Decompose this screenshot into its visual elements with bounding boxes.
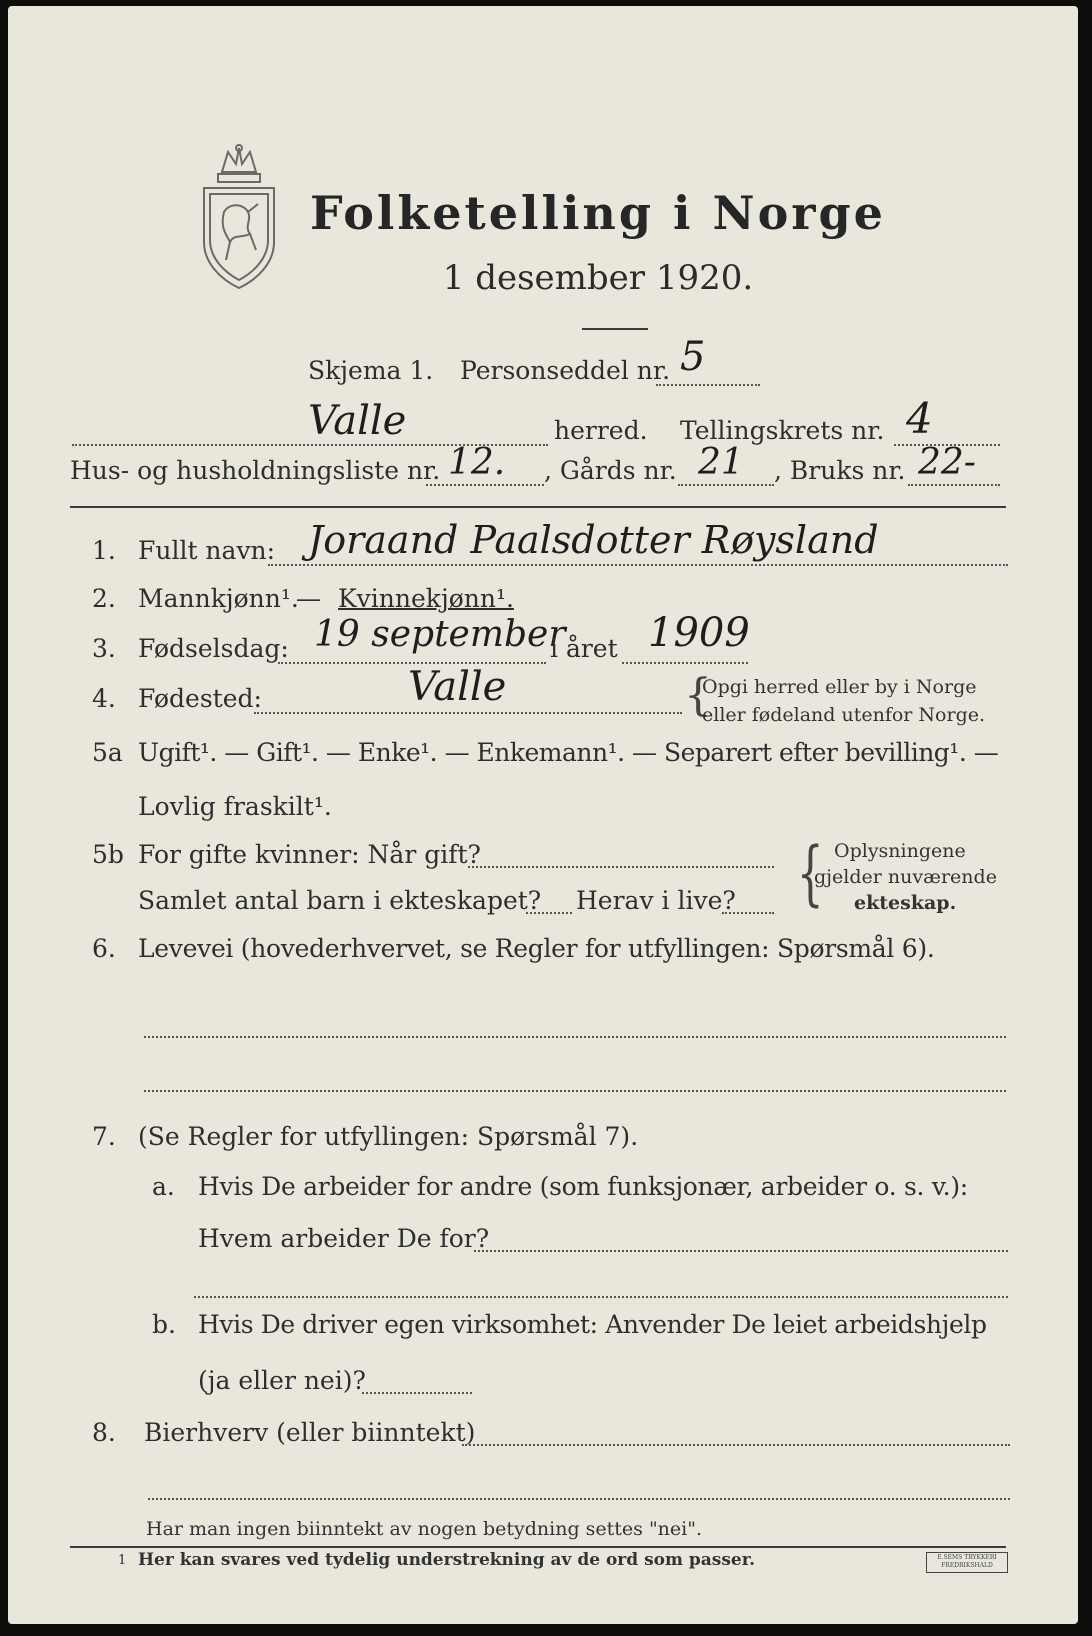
gards-label: , Gårds nr.: [544, 456, 677, 485]
liste-value: 12.: [448, 442, 506, 483]
occupation-field-2[interactable]: [144, 1090, 1006, 1092]
hired-help-field[interactable]: [362, 1392, 472, 1394]
f5b-brace: {: [796, 832, 824, 914]
form-title: Folketelling i Norge: [310, 186, 886, 240]
herred-label: herred.: [554, 416, 648, 445]
kvinnekjonn-option[interactable]: Kvinnekjønn¹.: [338, 584, 514, 613]
tellingskrets-value: 4: [906, 394, 933, 443]
printer-stamp-line-1: E.SEMS TRYKKERI: [937, 1554, 997, 1561]
bruks-label: , Bruks nr.: [774, 456, 906, 485]
f8-number: 8.: [92, 1418, 116, 1447]
f5b-alive-label: Herav i live?: [576, 886, 736, 915]
f1-label: Fullt navn:: [138, 536, 276, 565]
footer-note: Har man ingen biinntekt av nogen betydning settes "nei".: [146, 1518, 703, 1540]
bruks-value: 22-: [918, 442, 976, 483]
liste-label: Hus- og husholdningsliste nr.: [70, 456, 441, 485]
f7a-employer-label: Hvem arbeider De for?: [198, 1224, 490, 1253]
occupation-field-1[interactable]: [144, 1036, 1006, 1038]
f4-label: Fødested:: [138, 684, 262, 713]
f3-number: 3.: [92, 634, 116, 663]
birthplace-field[interactable]: [254, 712, 682, 714]
personseddel-value: 5: [680, 334, 706, 380]
children-alive-field[interactable]: [722, 912, 774, 914]
f3-label: Fødselsdag:: [138, 634, 289, 663]
f7b-line-1: Hvis De driver egen virksomhet: Anvender De leiet arbeidshjelp: [198, 1310, 987, 1339]
footnote-text: Her kan svares ved tydelig understrekning av de ord som passer.: [138, 1550, 756, 1570]
side-income-field-1[interactable]: [462, 1444, 1010, 1446]
lovlig-fraskilt-option[interactable]: Lovlig fraskilt¹.: [138, 792, 332, 821]
full-name-value: Joraand Paalsdotter Røysland: [308, 518, 879, 562]
birthday-value: 19 september: [314, 614, 566, 655]
schema-label: Skjema 1.: [308, 356, 434, 385]
mannkjonn-option[interactable]: Mannkjønn¹.: [138, 584, 299, 613]
bruks-field[interactable]: [908, 484, 1000, 486]
census-form: [8, 6, 1078, 1624]
gender-dash: —: [296, 584, 321, 613]
f2-number: 2.: [92, 584, 116, 613]
personseddel-label: Personseddel nr.: [460, 356, 671, 385]
f5b-number: 5b: [92, 840, 124, 869]
footer-rule: [70, 1546, 1006, 1548]
liste-field[interactable]: [426, 484, 544, 486]
f6-label: Levevei (hovederhvervet, se Regler for utfyllingen: Spørsmål 6).: [138, 934, 935, 963]
footnote-mark: 1: [118, 1553, 127, 1568]
birthplace-value: Valle: [408, 664, 507, 710]
f4-note-1: Opgi herred eller by i Norge: [702, 676, 977, 698]
f4-brace: {: [684, 670, 712, 721]
printer-stamp-line-2: FREDRIKSHALD: [941, 1562, 993, 1569]
personseddel-field[interactable]: [656, 384, 760, 386]
f5b-married-when-label: For gifte kvinner: Når gift?: [138, 840, 481, 869]
f7-label: (Se Regler for utfyllingen: Spørsmål 7).: [138, 1122, 639, 1151]
f5b-note-1: Oplysningene: [834, 840, 966, 862]
f7a-line-1: Hvis De arbeider for andre (som funksjonær, arbeider o. s. v.):: [198, 1172, 968, 1201]
f6-number: 6.: [92, 934, 116, 963]
title-divider: [582, 328, 648, 330]
birth-year-value: 1909: [648, 610, 750, 656]
f4-number: 4.: [92, 684, 116, 713]
full-name-field[interactable]: [268, 564, 1008, 566]
f5b-note-3: ekteskap.: [854, 892, 957, 914]
employer-field-2[interactable]: [194, 1296, 1008, 1298]
f5a-number: 5a: [92, 738, 123, 767]
f7a-number: a.: [152, 1172, 175, 1201]
marital-status-options[interactable]: Ugift¹. — Gift¹. — Enke¹. — Enkemann¹. — Separert efter bevilling¹. —: [138, 738, 999, 767]
f8-label: Bierhverv (eller biinntekt): [144, 1418, 476, 1447]
birth-year-field[interactable]: [622, 662, 748, 664]
f5b-children-label: Samlet antal barn i ekteskapet?: [138, 886, 542, 915]
f7b-number: b.: [152, 1310, 176, 1339]
f7b-hired-help-label: (ja eller nei)?: [198, 1366, 366, 1395]
printer-stamp: [926, 1552, 1008, 1573]
f4-note-2: eller fødeland utenfor Norge.: [702, 704, 986, 726]
f7-number: 7.: [92, 1122, 116, 1151]
f5b-note-2: gjelder nuværende: [814, 866, 997, 888]
employer-field-1[interactable]: [474, 1250, 1008, 1252]
f1-number: 1.: [92, 536, 116, 565]
census-date: 1 desember 1920.: [442, 258, 754, 298]
gards-value: 21: [698, 442, 744, 483]
f3-year-label: i året: [550, 634, 618, 663]
gards-field[interactable]: [678, 484, 774, 486]
herred-value: Valle: [308, 398, 407, 444]
side-income-field-2[interactable]: [148, 1498, 1010, 1500]
married-when-field[interactable]: [468, 866, 774, 868]
tellingskrets-label: Tellingskrets nr.: [680, 416, 885, 445]
children-count-field[interactable]: [526, 912, 572, 914]
header-rule: [70, 506, 1006, 508]
